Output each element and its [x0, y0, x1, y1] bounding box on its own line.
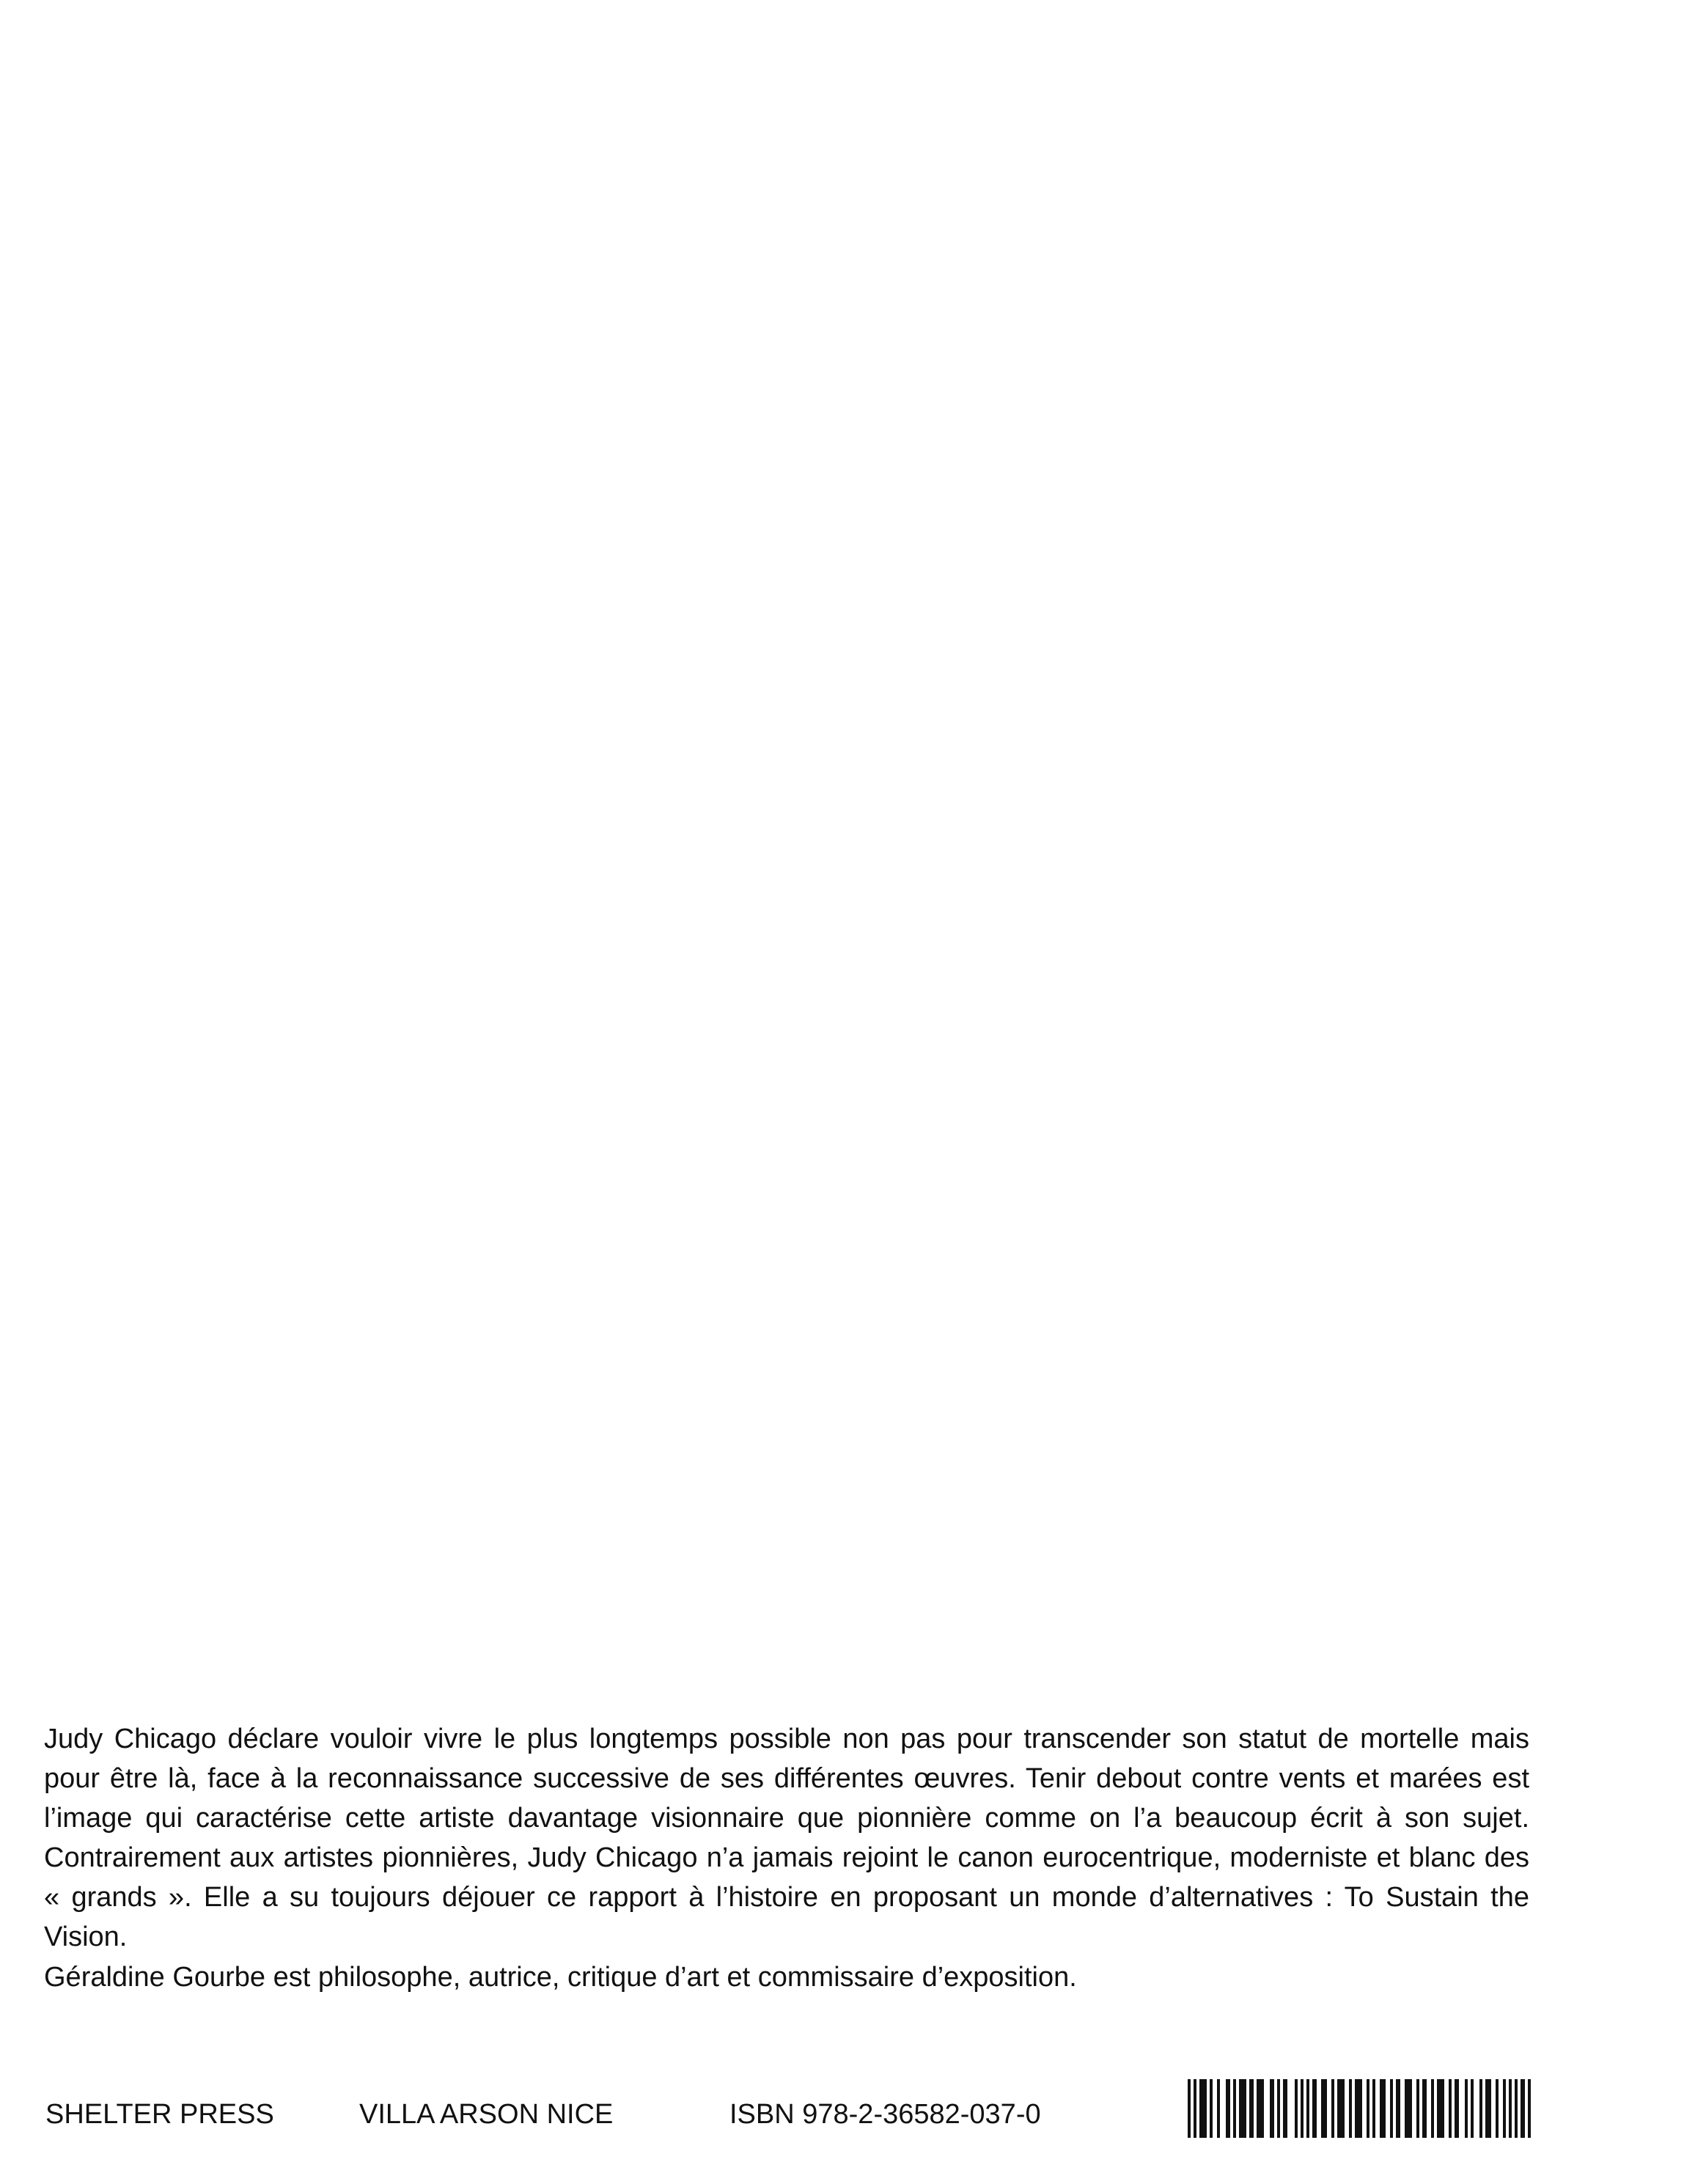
publisher-name: SHELTER PRESS — [45, 2099, 274, 2130]
isbn: ISBN 978-2-36582-037-0 — [729, 2099, 1041, 2130]
co-publisher-name: VILLA ARSON NICE — [359, 2099, 614, 2130]
description-line: Contrairement aux artistes pionnières, Judy Chicago n’a jamais rejoint le canon eurocentrique, moderniste et blanc des — [44, 1842, 1529, 1873]
description-line: l’image qui caractérise cette artiste davantage visionnaire que pionnière comme on l’a beaucoup écrit à son sujet. — [44, 1803, 1529, 1834]
description-block — [44, 1719, 1529, 1957]
description-line: « grands ». Elle a su toujours déjouer ce rapport à l’histoire en proposant un monde d’alternatives : To Sustain the Vision. — [44, 1882, 1529, 1952]
author-bio: Géraldine Gourbe est philosophe, autrice, critique d’art et commissaire d’exposition. — [44, 1962, 1077, 1993]
description-line: Judy Chicago déclare vouloir vivre le plus longtemps possible non pas pour transcender son statut de mortelle mais — [44, 1724, 1529, 1754]
barcode-icon — [1188, 2079, 1532, 2138]
description-line: pour être là, face à la reconnaissance successive de ses différentes œuvres. Tenir debout contre vents et marées est — [44, 1763, 1529, 1794]
